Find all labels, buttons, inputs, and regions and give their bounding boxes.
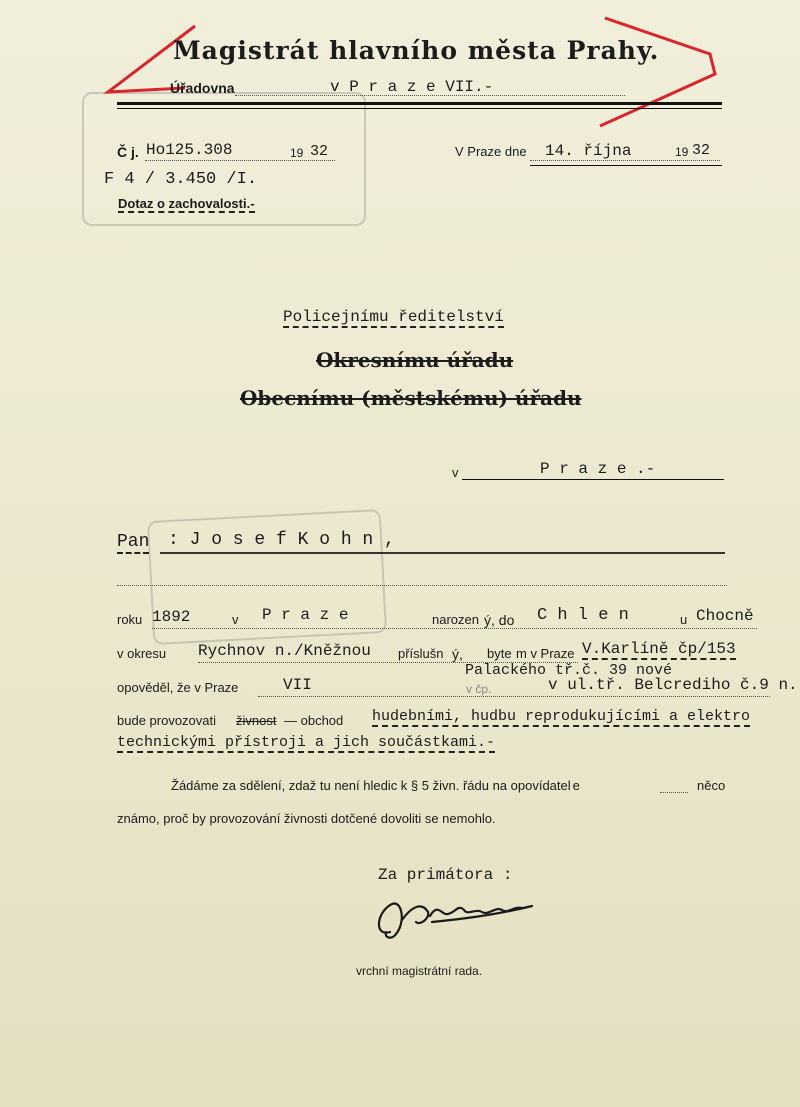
operate-label: bude provozovati [117,713,217,728]
date-dotline [530,160,720,161]
handwritten-signature [372,892,542,952]
date-year-prefix: 19 [675,145,689,159]
file-number: F 4 / 3.450 /I. [104,170,258,189]
ref-number-value: Ho125.308 [146,141,233,159]
office-value: v P r a z e VII.- [330,78,494,96]
in-label: v [232,612,239,627]
recipient-district: Okresnímu úřadu [316,348,514,372]
born-label: roku [117,612,143,627]
date-rule [530,165,722,166]
recipient-police: Policejnímu ředitelství [283,308,504,326]
person-label: Pan [117,532,150,552]
header-rule-thin [117,108,722,109]
born-dotline [152,628,757,629]
ref-number-prefix: Č j. [117,144,139,160]
red-mark-icon [100,14,740,134]
ref-dotline [145,160,335,161]
request-text: Žádáme za sdělení, zdaž tu není hledic k § 5 živn. řádu na opovídatel [171,778,571,793]
person-rule [160,552,725,554]
near-value: Chocně [696,607,754,625]
business-line2: technickými přístroji a jich součástkami.- [117,734,496,751]
announced-label: opověděl, že v Praze [117,680,239,695]
announced-dotline [258,696,770,697]
date-year-value: 32 [692,142,711,159]
residing-mid: m v Praze [516,646,575,661]
for-mayor-label: Za primátora : [378,866,513,884]
date-day-month: 14. října [545,142,632,160]
announced-district: VII [283,676,312,694]
date-label: V Praze dne [455,144,527,159]
district-label: v okresu [117,646,167,661]
request-line2: známo, proč by provozování živnosti dotčené dovoliti se nemohlo. [117,811,496,826]
business-line1: hudebními, hudbu reprodukujícími a elektro [372,708,751,725]
recipient-municipal: Obecnímu (městskému) úřadu [240,386,582,410]
near-label: u [680,612,688,627]
operate-struck: živnost [236,713,277,728]
place-rule [462,479,724,480]
residing-value: V.Karlíně čp/153 [582,640,736,658]
request-tail: něco [697,778,726,793]
street-above: Palackého tř.č. 39 nové [465,662,673,679]
domicile: C h l e n [537,606,629,625]
cp-label: v čp. [466,682,492,696]
person-name: : J o s e f K o h n , [168,530,395,550]
signer-title: vrchní magistrátní rada. [356,964,483,978]
born-label2: narozen [432,612,479,627]
district-value: Rychnov n./Kněžnou [198,642,371,660]
request-line1 [171,778,580,793]
street-value: v ul.tř. Belcrediho č.9 n. [548,676,798,694]
place-value: P r a z e .- [540,460,656,478]
born-suffix: ý, do [484,612,515,628]
office-label: Úřadovna [170,80,235,96]
ref-year-prefix: 19 [290,146,304,160]
request-dotline [660,792,688,793]
belong-suffix: ý, [452,646,463,662]
birthplace: P r a z e [262,606,349,624]
operate-label2: — obchod [284,713,344,728]
residing-label: byte [487,646,512,661]
authority-title: Magistrát hlavního města Prahy. [173,36,660,65]
header-rule-thick [117,102,722,105]
born-year: 1892 [152,608,191,626]
ref-year-value: 32 [310,143,329,160]
blank-dotline [117,585,727,586]
subject-line: Dotaz o zachovalosti.- [118,196,255,211]
request-suffix: e [572,778,580,793]
belong-label: příslušn [398,646,444,661]
place-prefix: v [452,465,459,480]
